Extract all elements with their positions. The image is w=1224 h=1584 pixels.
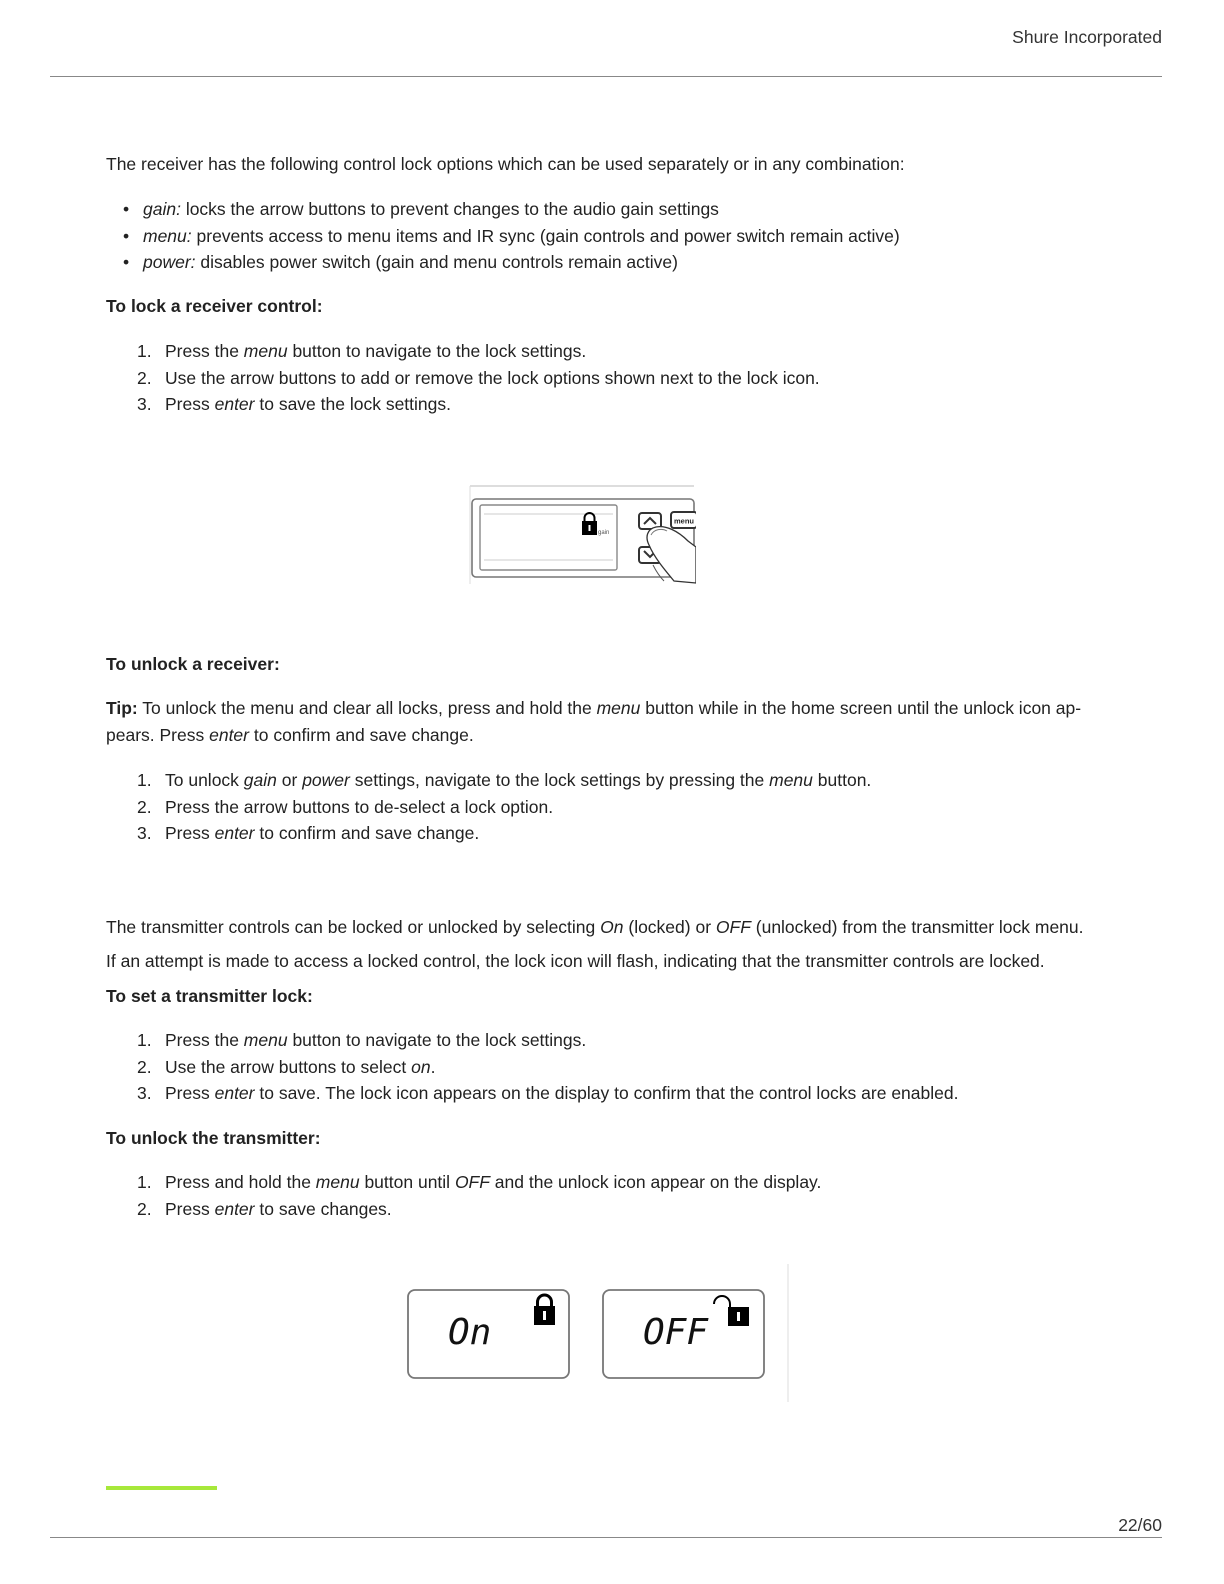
unlock-tip: Tip: To unlock the menu and clear all locks, press and hold the menu button while in the home screen until the unlock icon ap- pears. Press enter to confirm and save change.: [106, 698, 1082, 745]
unlock-receiver-heading: To unlock a receiver:: [106, 654, 280, 674]
display-on-text: On: [448, 1312, 492, 1353]
option-desc: locks the arrow buttons to prevent changes to the audio gain settings: [180, 199, 719, 219]
display-locked: [408, 1290, 569, 1378]
transmitter-flash-note: If an attempt is made to access a locked control, the lock icon will flash, indicating that the transmitter controls are locked.: [106, 951, 1045, 971]
unlock-transmitter-heading: To unlock the transmitter:: [106, 1128, 321, 1148]
list-item: 2. Use the arrow buttons to select on.: [137, 1056, 436, 1077]
transmitter-intro: The transmitter controls can be locked or unlocked by selecting On (locked) or OFF (unlocked) from the transmitter lock menu.: [106, 917, 1084, 937]
footer-accent-bar: [106, 1486, 217, 1490]
option-term: menu:: [143, 225, 192, 246]
menu-button-label: menu: [674, 516, 695, 526]
option-desc: disables power switch (gain and menu controls remain active): [195, 252, 678, 272]
option-term: power:: [143, 252, 196, 272]
option-desc: prevents access to menu items and IR sync (gain controls and power switch remain active): [191, 225, 900, 246]
list-item: 3. Press enter to save. The lock icon appears on the display to confirm that the control locks are enabled.: [137, 1083, 959, 1103]
receiver-lock-options: [106, 196, 1116, 276]
option-term: gain:: [143, 199, 181, 219]
list-item: 3. Press enter to save the lock settings.: [137, 394, 451, 414]
receiver-lock-figure: [468, 485, 696, 585]
receiver-front-panel-illustration: [468, 485, 696, 585]
gain-label: gain: [598, 530, 610, 536]
list-item: 2. Press the arrow buttons to de-select a lock option.: [137, 796, 554, 817]
list-item: 1. To unlock gain or power settings, navigate to the lock settings by pressing the menu button.: [137, 770, 872, 790]
unlock-receiver-steps: [106, 767, 1116, 847]
list-item: 3. Press enter to confirm and save change.: [137, 823, 480, 843]
list-item: [106, 249, 1116, 276]
display-unlocked: [603, 1290, 764, 1378]
list-item: 1. Press the menu button to navigate to the lock settings.: [137, 1030, 587, 1050]
header-divider: [50, 76, 1162, 77]
list-item: [106, 196, 1116, 223]
set-transmitter-lock-steps: [106, 1027, 1116, 1107]
lock-receiver-steps: [106, 338, 1116, 418]
receiver-intro-block: [106, 151, 1116, 178]
display-off-text: OFF: [643, 1312, 709, 1353]
set-transmitter-lock-heading: To set a transmitter lock:: [106, 986, 313, 1006]
transmitter-lock-displays-figure: [400, 1262, 792, 1404]
receiver-intro: The receiver has the following control lock options which can be used separately or in any combination:: [106, 154, 905, 174]
list-item: 2. Use the arrow buttons to add or remove the lock options shown next to the lock icon.: [137, 367, 820, 388]
header-company-name: Shure Incorporated: [1012, 27, 1162, 47]
unlock-transmitter-steps: [106, 1169, 1116, 1222]
transmitter-displays-illustration: [400, 1262, 792, 1404]
list-item: 1. Press the menu button to navigate to the lock settings.: [137, 341, 587, 361]
page-number: 22/60: [1118, 1515, 1162, 1535]
lock-receiver-heading: To lock a receiver control:: [106, 296, 323, 316]
list-item: 2. Press enter to save changes.: [137, 1198, 392, 1219]
list-item: [106, 223, 1116, 250]
list-item: 1. Press and hold the menu button until OFF and the unlock icon appear on the display.: [137, 1172, 822, 1192]
footer-divider: [50, 1537, 1162, 1538]
